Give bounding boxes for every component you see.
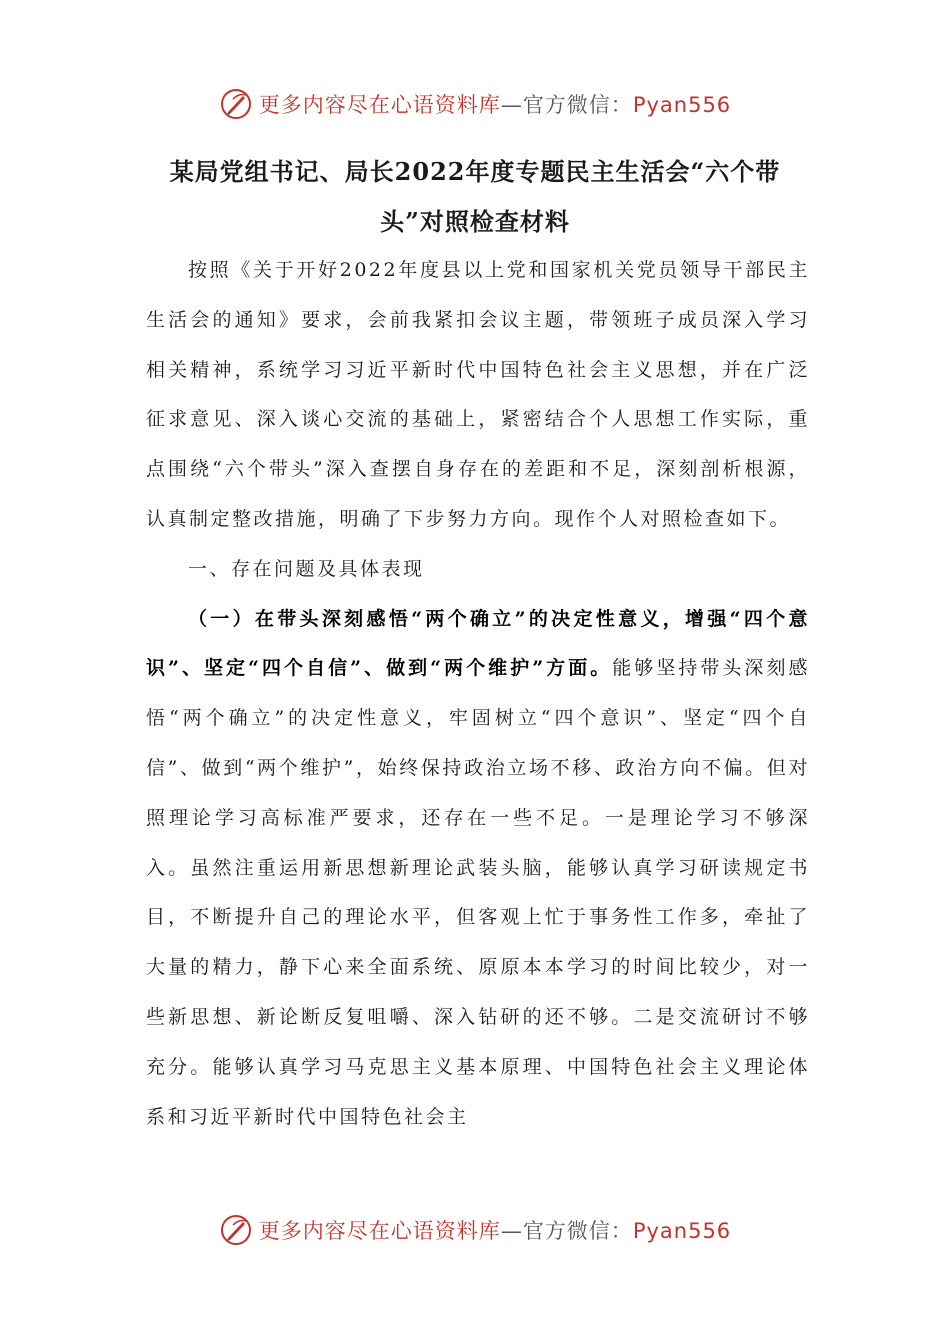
subsection-body-1: 能够坚持带头深刻感悟“两个确立”的决定性意义，牢固树立“四个意识”、坚定“四个自信”、做到“两个维护”，始终保持政治立场不移、政治方向不偏。但对照理论学习高标准严要求，还存在一些不足。一是理论学习不够深入。虽然注重运用新思想新理论武装头脑，能够认真学习研读规定书目，不断提升自己的理论水平，但客观上忙于事务性工作多，牵扯了大量的精力，静下心来全面系统、原原本本学习的时间比较少，对一些新思想、新论断反复咀嚼、深入钻研的还不够。二是交流研讨不够充分。能够认真学习马克思主义基本原理、中国特色社会主义理论体系和习近平新时代中国特色社会主	[146, 657, 810, 1128]
watermark-wechat-id: Pyan556	[632, 1219, 732, 1243]
watermark-official-label: 官方微信：	[522, 1219, 633, 1243]
subsection-lead-1: （一）在带头深刻感悟“两个确立”的决定性意义，增强“四个意识”、坚定“四个自信”、做到“两个维护”方面。	[146, 607, 810, 680]
document-body	[146, 246, 810, 1142]
header-watermark	[0, 82, 950, 126]
watermark-dash: —	[500, 93, 523, 117]
watermark-site-name: 更多内容尽在心语资料库	[258, 93, 501, 117]
footer-watermark	[0, 1208, 950, 1252]
document-title-line-1: 某局党组书记、局长2022年度专题民主生活会“六个带	[169, 157, 781, 186]
quill-logo-icon	[219, 87, 253, 121]
watermark-dash: —	[500, 1219, 523, 1243]
watermark-official-label: 官方微信：	[522, 93, 633, 117]
watermark-site-name: 更多内容尽在心语资料库	[258, 1219, 501, 1243]
intro-paragraph: 按照《关于开好2022年度县以上党和国家机关党员领导干部民主生活会的通知》要求，会前我紧扣会议主题，带领班子成员深入学习相关精神，系统学习习近平新时代中国特色社会主义思想，并在广泛征求意见、深入谈心交流的基础上，紧密结合个人思想工作实际，重点围绕“六个带头”深入查摆自身存在的差距和不足，深刻剖析根源，认真制定整改措施，明确了下步努力方向。现作个人对照检查如下。	[146, 259, 810, 530]
subsection-paragraph-1	[146, 595, 810, 1143]
section-heading-1: 一、存在问题及具体表现	[188, 557, 425, 580]
watermark-wechat-id: Pyan556	[632, 93, 732, 117]
document-title-line-2: 头”对照检查材料	[380, 207, 570, 236]
quill-logo-icon	[219, 1213, 253, 1247]
